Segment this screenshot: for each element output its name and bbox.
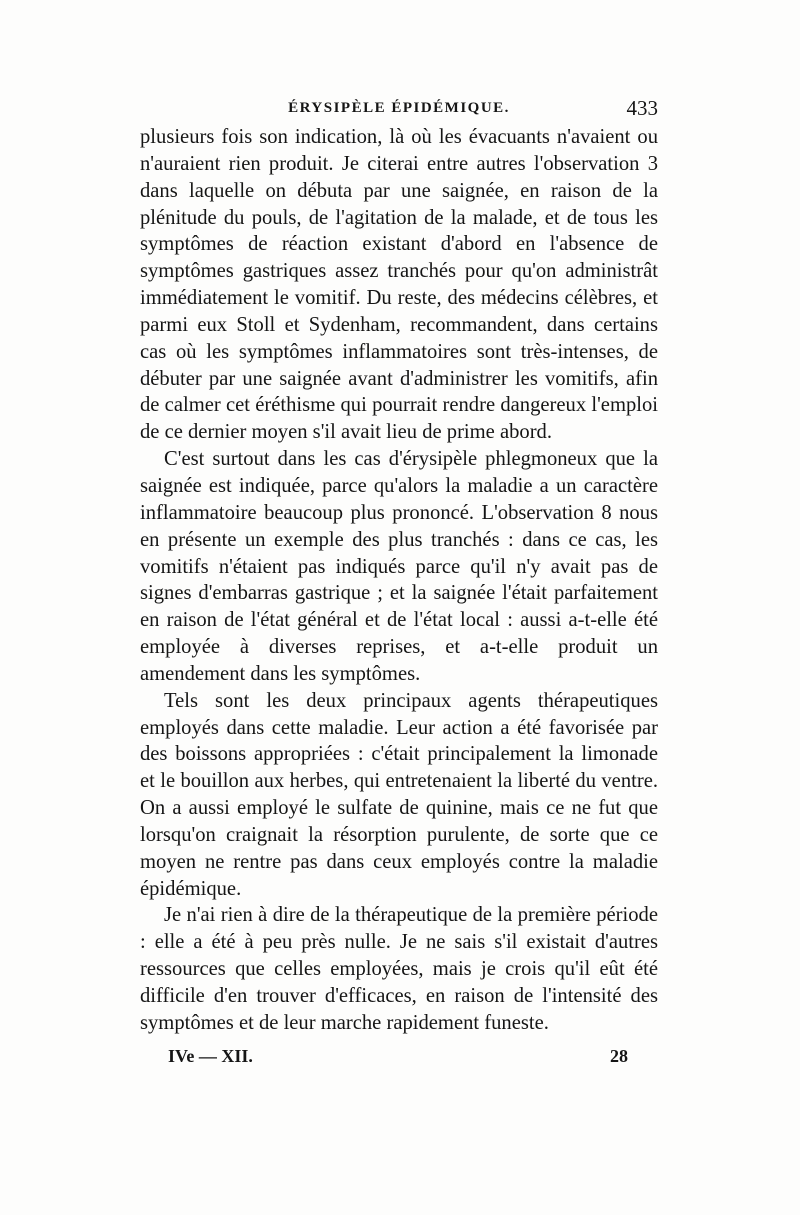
running-title: ÉRYSIPÈLE ÉPIDÉMIQUE. bbox=[288, 100, 510, 116]
body-text bbox=[140, 124, 658, 1037]
paragraph: Je n'ai rien à dire de la thérapeutique de la première période : elle a été à peu près nulle. Je ne sais s'il existait d'autres ressources que celles employées, mais je crois qu'il eût été difficile d'en trouver d'efficaces, en raison de l'intensité des symptômes et de leur marche rapidement funeste. bbox=[140, 904, 658, 1034]
paragraph: Tels sont les deux principaux agents thérapeutiques employés dans cette maladie. Leur action a été favorisée par des boissons appropriées : c'était principalement la limonade et le bouillon aux herbes, qui entretenaient la liberté du ventre. On a aussi employé le sulfate de quinine, mais ce ne fut que lorsqu'on craignait la résorption purulente, de sorte que ce moyen ne rentre pas dans ceux employés contre la maladie épidémique. bbox=[140, 689, 658, 900]
signature-number: 28 bbox=[610, 1046, 628, 1066]
page-number: 433 bbox=[626, 96, 658, 120]
running-head bbox=[140, 96, 658, 126]
paragraph-continued: plusieurs fois son indication, là où les évacuants n'avaient ou n'auraient rien produit. Je citerai entre autres l'observation 3 dans laquelle on débuta par une saignée, en raison de la plénitude du pouls, de l'agitation de la malade, et de tous les symptômes de réaction existant d'abord en l'absence de symptômes gastriques assez tranchés pour qu'on administrât immédiatement le vomitif. Du reste, des médecins célèbres, et parmi eux Stoll et Sydenham, recommandent, dans certains cas où les symptômes inflammatoires sont très-intenses, de débuter par une saignée avant d'administrer les vomitifs, afin de calmer cet éréthisme qui pourrait rendre dangereux l'emploi de ce dernier moyen s'il avait lieu de prime abord. bbox=[140, 126, 658, 444]
signature-mark: IVe — XII. bbox=[168, 1046, 253, 1066]
paragraph: C'est surtout dans les cas d'érysipèle phlegmoneux que la saignée est indiquée, parce qu'alors la maladie a un caractère inflammatoire beaucoup plus prononcé. L'observation 8 nous en présente un exemple des plus tranchés : dans ce cas, les vomitifs n'étaient pas indiqués parce qu'il n'y avait pas de signes d'embarras gastrique ; et la saignée l'était parfaitement en raison de l'état général et de l'état local : aussi a-t-elle été employée à diverses reprises, et a-t-elle produit un amendement dans les symptômes. bbox=[140, 448, 658, 685]
signature-line bbox=[168, 1046, 628, 1072]
